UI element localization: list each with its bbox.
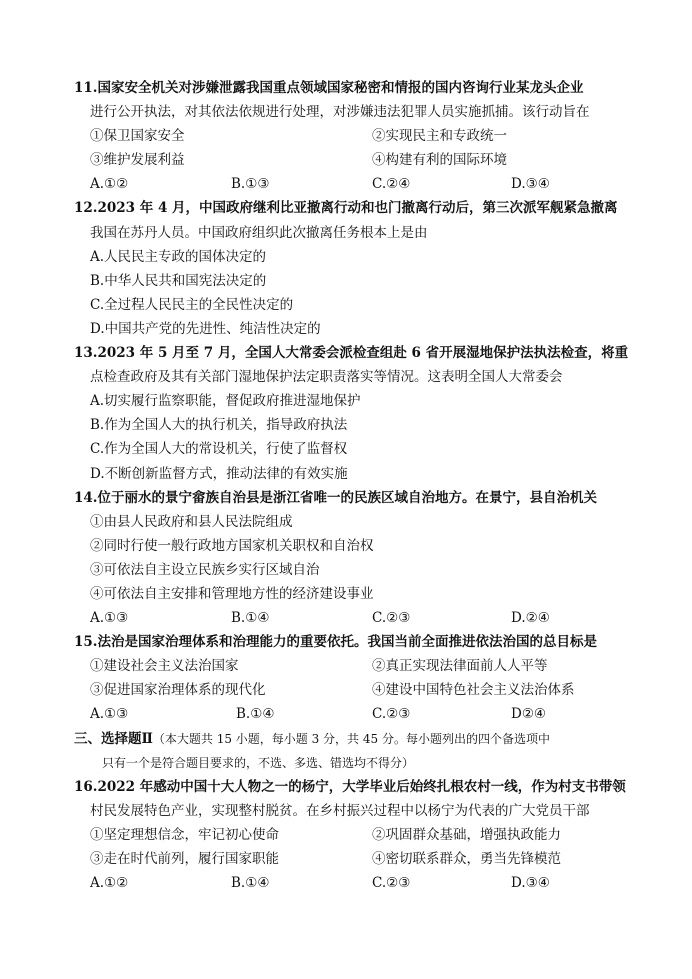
- q11-items-row2: [74, 148, 634, 172]
- q13-option-c[interactable]: C.作为全国人大的常设机关，行使了监督权: [90, 441, 348, 458]
- q15-item-4: ④建设中国特色社会主义法治体系: [372, 682, 575, 699]
- q15-item-2: ②真正实现法律面前人人平等: [372, 658, 548, 675]
- section-title: 三、选择题Ⅱ: [74, 730, 153, 747]
- q11-choice-a[interactable]: A.①②: [90, 176, 129, 193]
- q16-choice-a[interactable]: A.①②: [90, 875, 129, 892]
- q13-stem-line1: 13.2023 年 5 月至 7 月，全国人大常委会派检查组赴 6 省开展湿地保护法执法检查，将重: [74, 345, 629, 362]
- q15-items-row2: [74, 678, 634, 702]
- q14-item-2: ②同时行使一般行政地方国家机关职权和自治权: [90, 537, 374, 554]
- q13-stem-line2: 点检查政府及其有关部门湿地保护法定职责落实等情况。这表明全国人大常委会: [90, 369, 563, 386]
- q15-items-row1: [74, 654, 634, 678]
- q11-choice-c[interactable]: C.②④: [372, 176, 411, 193]
- q14-item-1: ①由县人民政府和县人民法院组成: [90, 513, 293, 530]
- q16-stem-line2: 村民发展特色产业，实现整村脱贫。在乡村振兴过程中以杨宁为代表的广大党员干部: [90, 802, 590, 819]
- q16-item-2: ②巩固群众基础，增强执政能力: [372, 826, 561, 843]
- q16-item-4: ④密切联系群众，勇当先锋模范: [372, 851, 561, 867]
- q16-items-row1: [74, 823, 634, 847]
- q15-item-3: ③促进国家治理体系的现代化: [90, 682, 266, 699]
- q16-choice-b[interactable]: B.①④: [231, 875, 270, 892]
- q15-choices: [74, 702, 634, 726]
- q15-item-1: ①建设社会主义法治国家: [90, 658, 239, 675]
- q14-choice-b[interactable]: B.①④: [231, 610, 270, 627]
- q14-choice-d[interactable]: D.②④: [511, 610, 550, 627]
- q15-choice-b[interactable]: B.①④: [236, 706, 275, 723]
- q11-items-row1: [74, 124, 634, 148]
- q14-choices: [74, 606, 634, 630]
- section-note-line2: 只有一个是符合题目要求的，不选、多选、错选均不得分）: [102, 755, 415, 770]
- question-list: [74, 76, 634, 895]
- q14-stem-line1: 14.位于丽水的景宁畲族自治县是浙江省唯一的民族区域自治地方。在景宁，县自治机关: [74, 489, 597, 506]
- q15-choice-c[interactable]: C.②③: [372, 706, 411, 723]
- q16-stem-line1: 16.2022 年感动中国十大人物之一的杨宁，大学毕业后始终扎根农村一线，作为村支书带领: [74, 778, 626, 795]
- q14-item-4: ④可依法自主安排和管理地方性的经济建设事业: [90, 585, 374, 602]
- q12-stem-line2: 我国在苏丹人员。中国政府组织此次撤离任务根本上是由: [90, 224, 428, 241]
- q12-stem-line1: 12.2023 年 4 月，中国政府继利比亚撤离行动和也门撤离行动后，第三次派军舰紧急撤离: [74, 200, 618, 217]
- q16-choice-c[interactable]: C.②③: [372, 875, 411, 892]
- q13-option-b[interactable]: B.作为全国人大的执行机关，指导政府执法: [90, 417, 348, 434]
- q11-item-3: ③维护发展利益: [90, 152, 185, 169]
- q13-option-a[interactable]: A.切实履行监察职能，督促政府推进湿地保护: [90, 393, 361, 410]
- q11-item-2: ②实现民主和专政统一: [372, 128, 507, 145]
- q12-option-b[interactable]: B.中华人民共和国宪法决定的: [90, 272, 267, 289]
- q11-item-4: ④构建有利的国际环境: [372, 152, 507, 169]
- q11-item-1: ①保卫国家安全: [90, 128, 185, 145]
- q12-option-a[interactable]: A.人民民主专政的国体决定的: [90, 248, 267, 265]
- q16-choice-d[interactable]: D.③④: [511, 875, 550, 892]
- q11-stem-line2: 进行公开执法，对其依法依规进行处理，对涉嫌违法犯罪人员实施抓捕。该行动旨在: [90, 104, 590, 121]
- q13-option-d[interactable]: D.不断创新监督方式，推动法律的有效实施: [90, 465, 348, 482]
- q14-choice-c[interactable]: C.②③: [372, 610, 411, 627]
- q15-choice-a[interactable]: A.①③: [90, 706, 129, 723]
- q16-items-row2: [74, 847, 634, 871]
- q16-item-3: ③走在时代前列，履行国家职能: [90, 851, 279, 867]
- q12-option-c[interactable]: C.全过程人民民主的全民性决定的: [90, 296, 294, 313]
- q11-choice-b[interactable]: B.①③: [231, 176, 270, 193]
- q11-choices: [74, 172, 634, 196]
- q14-item-3: ③可依法自主设立民族乡实行区域自治: [90, 561, 320, 578]
- q11-choice-d[interactable]: D.③④: [511, 176, 550, 193]
- section-header: [74, 727, 634, 751]
- q12-option-d[interactable]: D.中国共产党的先进性、纯洁性决定的: [90, 320, 321, 337]
- q16-item-1: ①坚定理想信念，牢记初心使命: [90, 826, 279, 843]
- q15-choice-d[interactable]: D②④: [511, 706, 547, 723]
- q16-choices: [74, 871, 634, 895]
- q15-stem-line1: 15.法治是国家治理体系和治理能力的重要依托。我国当前全面推进依法治国的总目标是: [74, 634, 597, 651]
- section-note-line1: （本大题共 15 小题，每小题 3 分，共 45 分。每小题列出的四个备选项中: [152, 731, 550, 746]
- q11-stem-line1: 11.国家安全机关对涉嫌泄露我国重点领域国家秘密和情报的国内咨询行业某龙头企业: [74, 80, 584, 96]
- q14-choice-a[interactable]: A.①③: [90, 610, 129, 627]
